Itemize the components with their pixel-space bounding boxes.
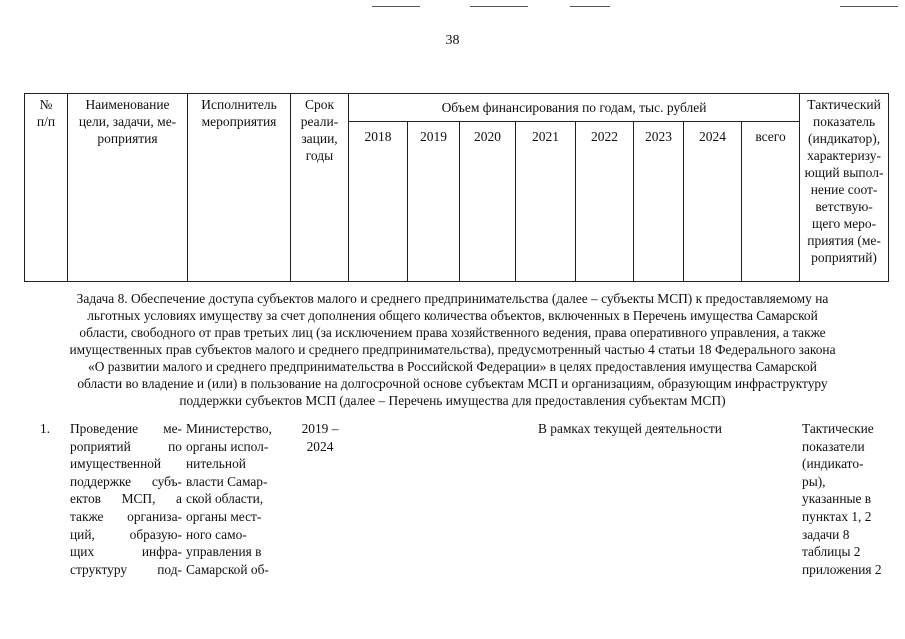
header-indicator-line: Тактический — [807, 97, 881, 112]
header-indicator-line: щего меро- — [811, 216, 877, 231]
row-1-indicator-line: Тактические — [802, 421, 874, 436]
row-1-name-line: поддержке субъ- — [70, 473, 182, 489]
task-8-text — [30, 290, 875, 409]
header-indicator-line: нение соот- — [810, 182, 878, 197]
header-num-line: № — [39, 97, 53, 112]
header-term-cell — [291, 94, 349, 282]
row-1-executor — [186, 420, 290, 578]
row-1-name-line: также организа- — [70, 508, 182, 524]
row-1-executor-line: Министерство, — [186, 421, 272, 436]
header-indicator-line: характеризу- — [807, 148, 881, 163]
row-1-term — [297, 420, 343, 455]
row-1-executor-line: управления в — [186, 544, 262, 560]
row-1-indicator-line: пунктах 1, 2 — [802, 508, 872, 524]
row-1-executor-line: Самарской об- — [186, 561, 269, 577]
row-1-name-line: имущественной — [70, 456, 162, 472]
header-indicator-line: роприятий) — [811, 250, 877, 265]
header-term-line: годы — [305, 148, 334, 163]
scan-line-1 — [372, 6, 420, 7]
header-year-2024: 2024 — [684, 122, 742, 282]
row-1-indicator-line: показатели — [802, 438, 865, 454]
row-1-name-line: щих инфра- — [70, 544, 182, 560]
header-indicator-line: приятия (ме- — [807, 233, 881, 248]
header-table — [24, 93, 889, 282]
header-term-line: Срок — [304, 97, 335, 112]
task-line: имущественных прав субъектов малого и среднего предпринимательства), предусмотренный частью 4 статьи 18 Федерального закона — [69, 342, 836, 357]
header-executor-cell — [188, 94, 291, 282]
scan-line-4 — [840, 6, 898, 7]
task-line: поддержки субъектов МСП (далее – Перечень имущества для предоставления субъектам МСП) — [179, 393, 726, 408]
header-year-2019: 2019 — [408, 122, 460, 282]
scan-line-2 — [470, 6, 528, 7]
task-line: «О развитии малого и среднего предпринимательства в Российской Федерации» в целях предоставления имущества Самарской — [88, 359, 817, 374]
row-1-indicator-line: таблицы 2 — [802, 544, 861, 560]
header-term-line: реали- — [300, 114, 339, 129]
row-1-term-line: 2019 – — [301, 421, 339, 436]
row-1-name — [70, 420, 182, 578]
header-num-cell — [25, 94, 68, 282]
row-1-indicator-line: приложения 2 — [802, 561, 882, 577]
row-1-name-line: роприятий по — [70, 438, 182, 454]
task-line: области во владение и (или) в пользование на долгосрочной основе субъектам МСП и организациям, образующим инфраструктуру — [77, 376, 828, 391]
scan-line-3 — [570, 6, 610, 7]
row-1-executor-line: власти Самар- — [186, 473, 268, 489]
header-year-2023: 2023 — [634, 122, 684, 282]
row-1-indicator-line: (индикато- — [802, 456, 864, 472]
row-1-executor-line: органы испол- — [186, 438, 269, 454]
row-1-indicator-line: указанные в — [802, 491, 872, 507]
task-line: области, свободного от прав третьих лиц (за исключением права хозяйственного ведения, права оперативного управления, а также — [79, 325, 826, 340]
row-1-name-line: ектов МСП, а — [70, 491, 182, 507]
header-financing-cell: Объем финансирования по годам, тыс. рублей — [349, 94, 800, 122]
row-1-term-line: 2024 — [306, 438, 334, 454]
header-year-2020: 2020 — [460, 122, 516, 282]
row-1-executor-line: нительной — [186, 456, 246, 472]
row-1-indicator-line: задачи 8 — [802, 526, 850, 542]
row-1-indicator-line: ры), — [802, 473, 826, 489]
header-name-line: Наименование — [85, 97, 170, 112]
header-year-2021: 2021 — [516, 122, 576, 282]
header-executor-line: мероприятия — [201, 114, 277, 129]
header-indicator-line: (индикатор), — [807, 131, 881, 146]
header-num-line: п/п — [36, 114, 56, 129]
page-number: 38 — [445, 33, 460, 48]
task-line: льготных условиях имуществу за счет дополнения общего количества объектов, включенных в Перечень имущества Самарской — [87, 308, 818, 323]
header-executor-line: Исполнитель — [201, 97, 277, 112]
row-1-financing: В рамках текущей деятельности — [538, 421, 722, 436]
header-indicator-cell — [800, 94, 889, 282]
row-1-name-line: Проведение ме- — [70, 421, 182, 436]
row-1-number: 1. — [40, 421, 51, 436]
row-1-executor-line: органы мест- — [186, 508, 262, 524]
row-1-executor-line: ской области, — [186, 491, 264, 507]
header-total: всего — [742, 122, 800, 282]
row-1-name-line: ций, образую- — [70, 526, 182, 542]
header-name-line: роприятия — [97, 131, 158, 146]
header-year-2018: 2018 — [349, 122, 408, 282]
row-1-indicator — [802, 420, 894, 578]
header-name-line: цели, задачи, ме- — [78, 114, 177, 129]
header-name-cell — [68, 94, 188, 282]
row-1-name-line: структуру под- — [70, 561, 182, 577]
header-term-line: зации, — [301, 131, 338, 146]
task-line: Задача 8. Обеспечение доступа субъектов малого и среднего предпринимательства (далее – субъекты МСП) к предоставляемому на — [76, 291, 829, 306]
header-indicator-line: ветствую- — [815, 199, 873, 214]
header-indicator-line: показатель — [813, 114, 876, 129]
header-indicator-line: ющий выпол- — [804, 165, 884, 180]
header-year-2022: 2022 — [576, 122, 634, 282]
row-1-executor-line: ного само- — [186, 526, 247, 542]
